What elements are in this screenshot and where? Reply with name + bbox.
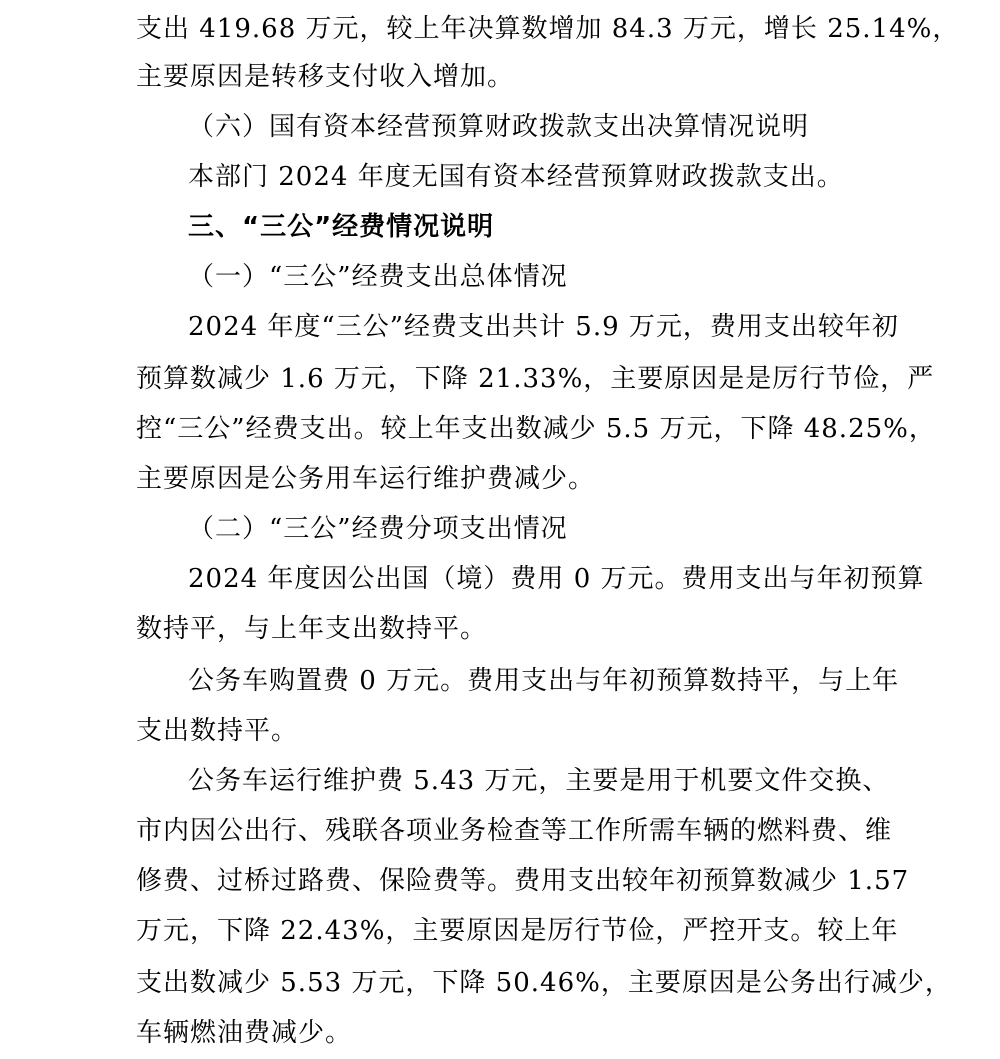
paragraph-line: 支出数减少 5.53 万元，下降 50.46%，主要原因是公务出行减少， xyxy=(136,968,952,998)
paragraph-line: 2024 年度“三公”经费支出共计 5.9 万元，费用支出较年初 xyxy=(188,312,899,342)
paragraph-line: 预算数减少 1.6 万元，下降 21.33%，主要原因是是厉行节俭，严 xyxy=(136,364,935,394)
section-heading: （六）国有资本经营预算财政拨款支出决算情况说明 xyxy=(188,112,810,142)
paragraph-line: 支出 419.68 万元，较上年决算数增加 84.3 万元，增长 25.14%， xyxy=(136,14,960,44)
paragraph-line: 数持平，与上年支出数持平。 xyxy=(136,614,488,644)
paragraph-line: 市内因公出行、残联各项业务检查等工作所需车辆的燃料费、维 xyxy=(136,816,893,846)
paragraph-line: 主要原因是转移支付收入增加。 xyxy=(136,62,515,92)
paragraph-line: 控“三公”经费支出。较上年支出数减少 5.5 万元，下降 48.25%， xyxy=(136,414,936,444)
paragraph-line: 支出数持平。 xyxy=(136,716,299,746)
paragraph-line: 公务车购置费 0 万元。费用支出与年初预算数持平，与上年 xyxy=(188,666,900,696)
paragraph-line: 车辆燃油费减少。 xyxy=(136,1018,353,1048)
paragraph-line: 本部门 2024 年度无国有资本经营预算财政拨款支出。 xyxy=(188,162,844,192)
chapter-heading: 三、“三公”经费情况说明 xyxy=(188,212,495,242)
paragraph-line: 公务车运行维护费 5.43 万元，主要是用于机要文件交换、 xyxy=(188,766,890,796)
section-heading: （一）“三公”经费支出总体情况 xyxy=(188,262,568,292)
paragraph-line: 主要原因是公务用车运行维护费减少。 xyxy=(136,464,596,494)
section-heading: （二）“三公”经费分项支出情况 xyxy=(188,514,568,544)
paragraph-line: 万元，下降 22.43%，主要原因是厉行节俭，严控开支。较上年 xyxy=(136,916,899,946)
paragraph-line: 2024 年度因公出国（境）费用 0 万元。费用支出与年初预算 xyxy=(188,564,925,594)
paragraph-line: 修费、过桥过路费、保险费等。费用支出较年初预算数减少 1.57 xyxy=(136,866,910,896)
